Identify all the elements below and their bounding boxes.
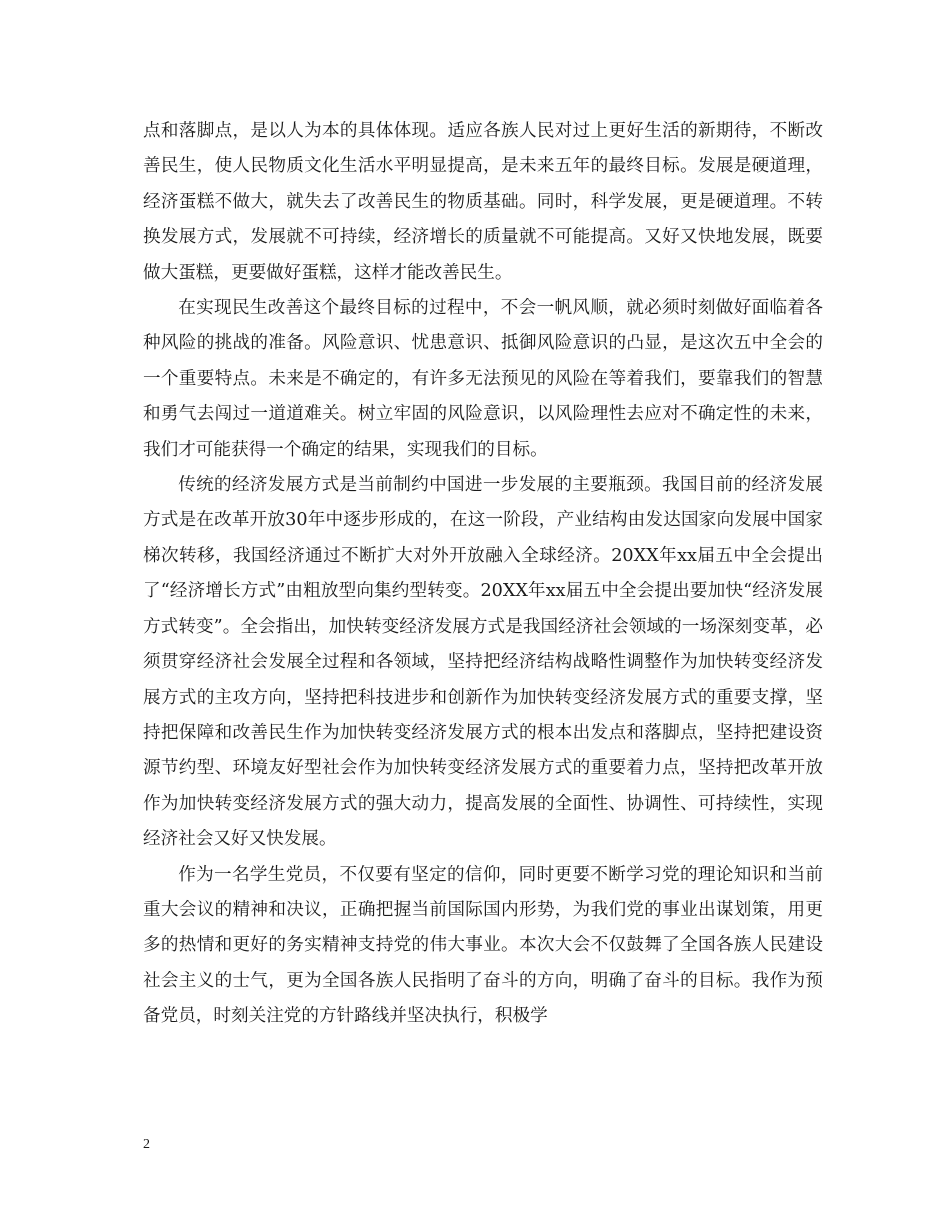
paragraph-2: 在实现民生改善这个最终目标的过程中，不会一帆风顺，就必须时刻做好面临着各种风险的挑战的准备。风险意识、忧患意识、抵御风险意识的凸显，是这次五中全会的一个重要特点。未来是不确定的，有许多无法预见的风险在等着我们，要靠我们的智慧和勇气去闯过一道道难关。树立牢固的风险意识，以风险理性去应对不确定性的未来，我们才可能获得一个确定的结果，实现我们的目标。 bbox=[143, 298, 823, 460]
paragraph-4: 作为一名学生党员，不仅要有坚定的信仰，同时更要不断学习党的理论知识和当前重大会议的精神和决议，正确把握当前国际国内形势，为我们党的事业出谋划策，用更多的热情和更好的务实精神支持党的伟大事业。本次大会不仅鼓舞了全国各族人民建设社会主义的士气，更为全国各族人民指明了奋斗的方向，明确了奋斗的目标。我作为预备党员，时刻关注党的方针路线并坚决执行，积极学 bbox=[143, 864, 823, 1027]
page-number: 2 bbox=[143, 1137, 150, 1152]
paragraph-1: 点和落脚点，是以人为本的具体体现。适应各族人民对过上更好生活的新期待，不断改善民生，使人民物质文化生活水平明显提高，是未来五年的最终目标。发展是硬道理，经济蛋糕不做大，就失去了改善民生的物质基础。同时，科学发展，更是硬道理。不转换发展方式，发展就不可持续，经济增长的质量就不可能提高。又好又快地发展，既要做大蛋糕，更要做好蛋糕，这样才能改善民生。 bbox=[143, 121, 823, 283]
document-body bbox=[143, 114, 823, 1035]
paragraph-3: 传统的经济发展方式是当前制约中国进一步发展的主要瓶颈。我国目前的经济发展方式是在改革开放30年中逐步形成的，在这一阶段，产业结构由发达国家向发展中国家梯次转移，我国经济通过不断扩大对外开放融入全球经济。20XX年xx届五中全会提出了“经济增长方式”由粗放型向集约型转变。20XX年xx届五中全会提出要加快“经济发展方式转变”。全会指出，加快转变经济发展方式是我国经济社会领域的一场深刻变革，必须贯穿经济社会发展全过程和各领域，坚持把经济结构战略性调整作为加快转变经济发展方式的主攻方向，坚持把科技进步和创新作为加快转变经济发展方式的重要支撑，坚持把保障和改善民生作为加快转变经济发展方式的根本出发点和落脚点，坚持把建设资源节约型、环境友好型社会作为加快转变经济发展方式的重要着力点，坚持把改革开放作为加快转变经济发展方式的强大动力，提高发展的全面性、协调性、可持续性，实现经济社会又好又快发展。 bbox=[143, 475, 823, 850]
